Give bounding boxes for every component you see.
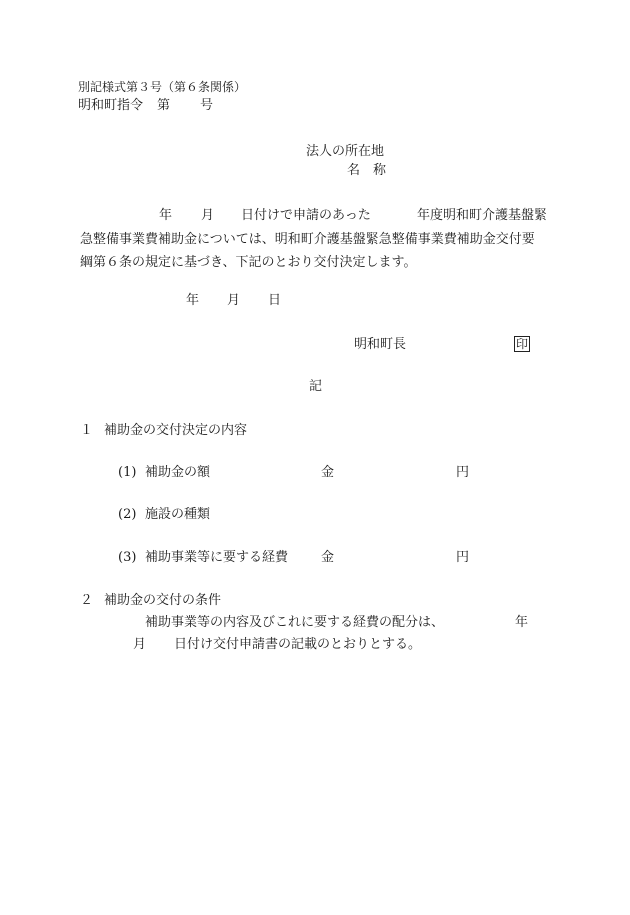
item3-kin: 金 [321,550,335,565]
ki-heading: 記 [309,379,323,394]
section2-line2-tsuki: 月 [133,637,147,652]
section2-line2-text: 日付け交付申請書の記載のとおりとする。 [174,637,422,652]
item3-label: 補助事業等に要する経費 [145,550,289,565]
date-tsuki: 月 [227,293,241,308]
body-line1-tsuki: 月 [201,208,215,223]
item1-label: 補助金の額 [145,465,211,480]
corporate-name-label: 名 称 [347,163,387,178]
item3-number: (3) [118,550,137,565]
corporate-location-label: 法人の所在地 [306,144,385,159]
form-number: 別記様式第３号（第６条関係） [78,80,247,94]
body-line1-text-a: 日付けで申請のあった [241,208,371,223]
item3-en: 円 [456,550,470,565]
directive-prefix: 明和町指令 [78,98,144,113]
item1-en: 円 [456,465,470,480]
body-line1-nen: 年 [159,208,173,223]
item2-label: 施設の種類 [145,507,211,522]
section2-number: ２ [80,593,94,608]
section2-line1-nen: 年 [515,615,529,630]
section2-line1-text: 補助事業等の内容及びこれに要する経費の配分は、 [145,615,445,630]
date-hi: 日 [268,293,282,308]
body-line3: 綱第６条の規定に基づき、下記のとおり交付決定します。 [80,255,417,270]
section1-number: １ [80,423,94,438]
item1-number: (1) [118,465,137,480]
seal-stamp-box: 印 [516,337,529,351]
item2-number: (2) [118,507,137,522]
mayor-title: 明和町長 [354,337,407,352]
item1-kin: 金 [321,465,335,480]
date-nen: 年 [186,293,200,308]
body-line1-text-b: 年度明和町介護基盤緊 [417,208,548,223]
section2-heading: 補助金の交付の条件 [104,593,222,608]
section1-heading: 補助金の交付決定の内容 [104,423,248,438]
directive-dai: 第 [157,98,171,113]
directive-go: 号 [200,98,214,113]
body-line2: 急整備事業費補助金については、明和町介護基盤緊急整備事業費補助金交付要 [80,232,535,247]
